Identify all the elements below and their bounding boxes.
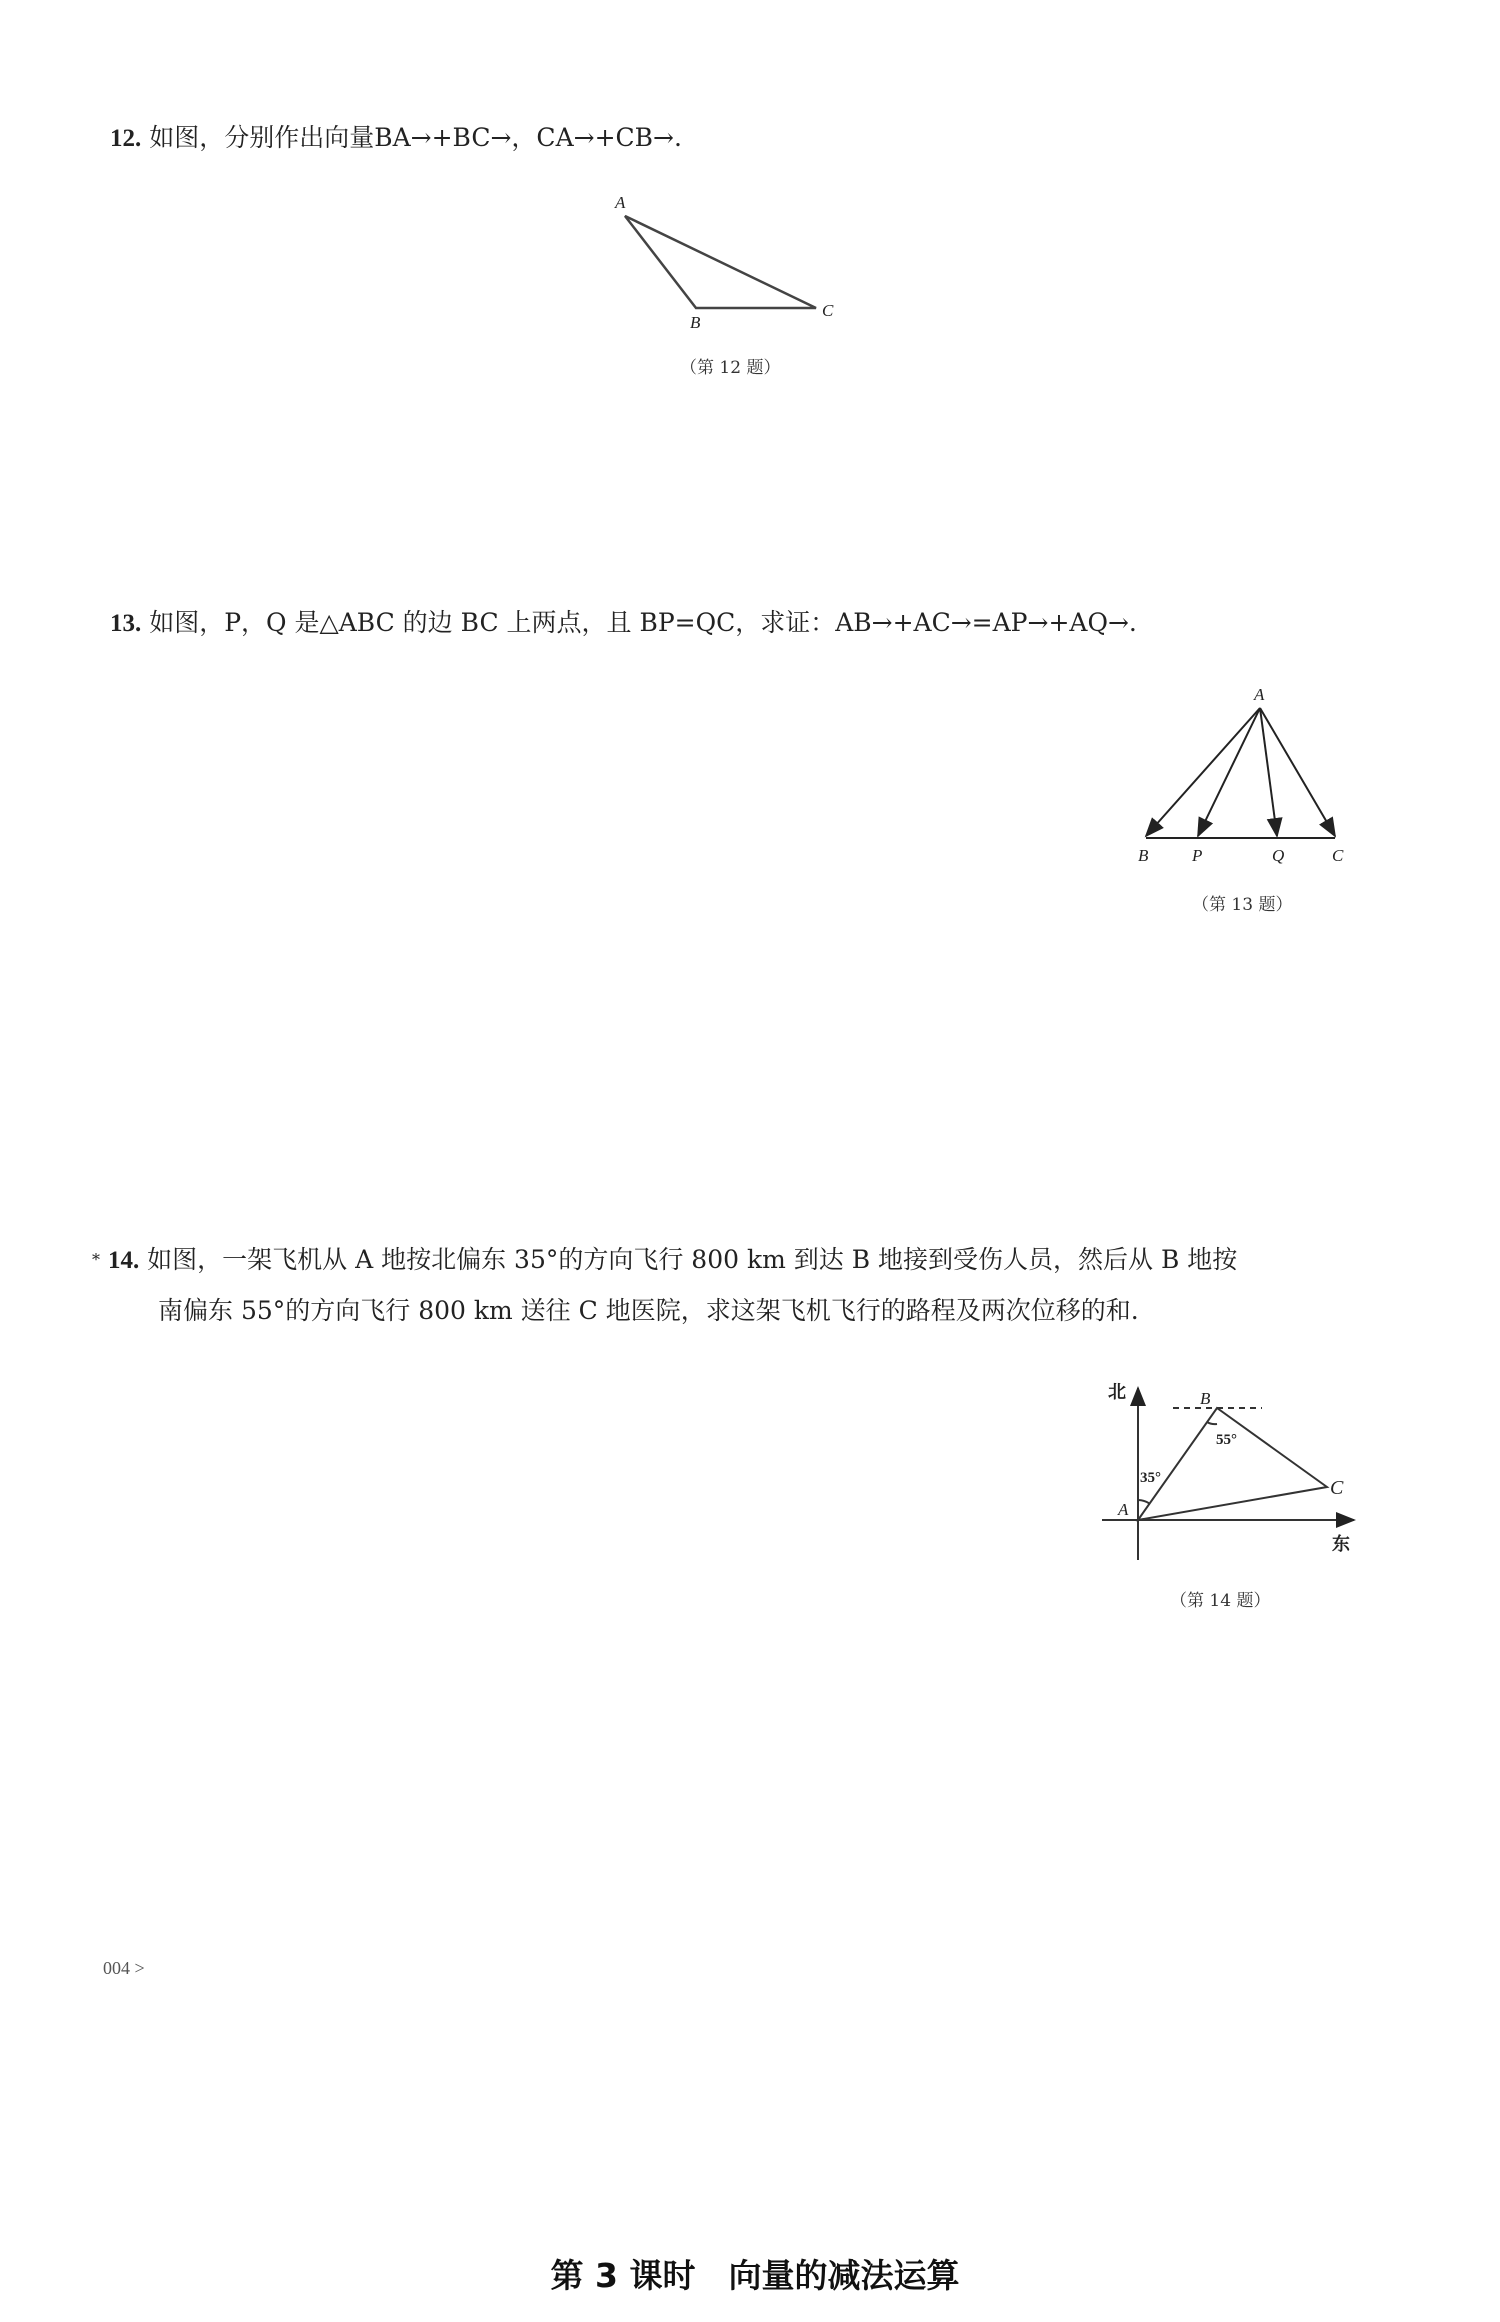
north-label: 北 (1108, 1382, 1126, 1403)
label-a: A (615, 193, 626, 212)
figure-caption: （第 13 题） (1192, 895, 1293, 915)
figure-13-triangle (1146, 708, 1335, 838)
problem-text: 如图，P，Q 是△ABC 的边 BC 上两点，且 BP=QC，求证：AB→+AC→=AP→+AQ→. (149, 608, 1137, 637)
label-p: P (1192, 846, 1203, 865)
label-b: B (690, 313, 701, 332)
east-label: 东 (1332, 1534, 1350, 1555)
problem-text-line2: 南偏东 55°的方向飞行 800 km 送往 C 地医院，求这架飞机飞行的路程及两次位移的和. (158, 1296, 1139, 1325)
problem-number: 12. (110, 125, 142, 152)
problem-text: 如图，一架飞机从 A 地按北偏东 35°的方向飞行 800 km 到达 B 地接到受伤人员，然后从 B 地按 (147, 1245, 1238, 1274)
figure-12-triangle (625, 216, 816, 308)
section-title: 第 3 课时 向量的减法运算 (550, 2256, 960, 2295)
label-c: C (1332, 846, 1344, 865)
label-b: B (1138, 846, 1149, 865)
problem-number: 14. (107, 1247, 140, 1274)
label-q: Q (1272, 846, 1285, 865)
problem-text: 如图，分别作出向量BA→+BC→，CA→+CB→. (149, 123, 682, 152)
page-number: 004 > (103, 1958, 145, 1978)
angle-35-label: 35° (1140, 1470, 1161, 1486)
label-c: C (1330, 1477, 1344, 1499)
challenge-marker: * (92, 1250, 100, 1269)
angle-55-label: 55° (1216, 1432, 1237, 1448)
label-b: B (1200, 1389, 1211, 1408)
label-a: A (1254, 685, 1265, 704)
problem-number: 13. (110, 610, 142, 637)
label-c: C (822, 301, 834, 320)
figure-caption: （第 14 题） (1170, 1591, 1271, 1611)
figure-caption: （第 12 题） (680, 358, 781, 378)
label-a: A (1118, 1500, 1129, 1519)
